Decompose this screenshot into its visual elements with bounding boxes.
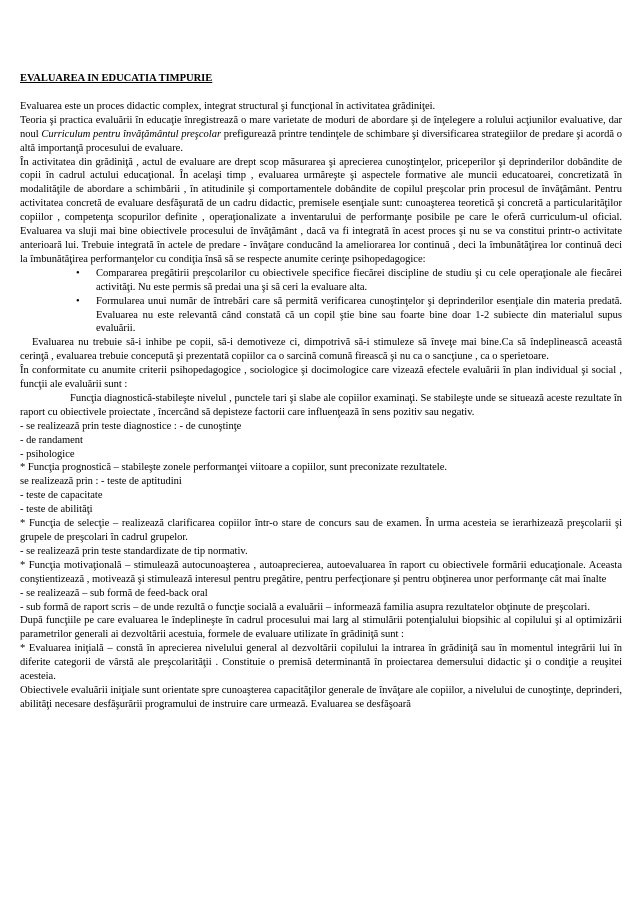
- paragraph-forms: După funcţiile pe care evaluarea le îndeplineşte în cadrul procesului mai larg al stimulării potenţialului biopsihic al copilului şi al optimizării parametrilor generali ai dezvoltării acestuia, formele de evaluare utilizate în grădiniţă sunt :: [20, 615, 622, 641]
- paragraph-activity: În activitatea din grădiniţă , actul de evaluare are drept scop măsurarea şi aprecierea cunoştinţelor, priceperilor şi deprinderilor dobândite de copii în cadrul actului educaţional. În acelaşi timp , evaluarea urmăreşte şi aspectele formative ale muncii educatoarei, concretizată în modalităţile de abordare a schimbării , în atitudinile şi comportamentele dobândite de copilul preşcolar prin procesul de învăţământ. Pentru activitatea concretă de evaluare desfăşurată de un cadru didactic, premisele esenţiale sunt: cunoaşterea teoretică şi concretă a particularităţilor copiilor , competenţa scopurilor definite , operaţionalizate a inventarului de performanţe posibile pe care le oferă curriculum-ul oficial. Evaluarea va sluji mai bine obiectivele procesului de învăţământ , dacă va fi integrată în acest proces şi nu se va constitui printr-o activitate anterioară lui. Trebuie integrată în actele de predare - învăţare conducând la ameliorarea lor continuă , deci la îmbunătăţirea lor continuă deci la îmbunătăţirea performanţelor cu condiţia însă să se respecte anumite cerinţe psihopedagogice:: [20, 156, 622, 265]
- paragraph-motivation: Evaluarea nu trebuie să-i inhibe pe copii, să-i demotiveze ci, dimpotrivă să-i stimuleze să înveţe mai bine.Ca să îndeplinească această cerinţă , evaluarea trebuie concepută şi prezentată copiilor ca o sarcină comună firească şi nu ca o sancţiune , ca o sperietoare.: [20, 337, 622, 363]
- bullet-glyph: •: [76, 295, 80, 307]
- requirements-list: [20, 267, 622, 337]
- document-page: [20, 72, 622, 712]
- line-standardized-tests: - se realizează prin teste standardizate de tip normativ.: [20, 545, 248, 557]
- paragraph-objectives: Obiectivele evaluării iniţiale sunt orientate spre cunoaşterea capacităţilor generale de învăţare ale copiilor, a nivelului de cunoştinţe, deprinderi, abilităţi necesare desfăşurării programului de instruire care urmează. Evaluarea se desfăşoară: [20, 684, 622, 710]
- line-performance: - de randament: [20, 434, 83, 446]
- line-ability-tests: - teste de abilităţi: [20, 504, 93, 516]
- paragraph-theory: [20, 114, 622, 156]
- line-psychological: - psihologice: [20, 448, 75, 460]
- line-capacity-tests: - teste de capacitate: [20, 490, 103, 502]
- paragraph-selection: * Funcţia de selecţie – realizează clarificarea copiilor într-o stare de concurs sau de examen. În urma acesteia se ierarhizează preşcolarii şi grupele de preşcolari în cadrul grupelor.: [20, 518, 622, 543]
- curriculum-title: Curriculum pentru învăţământul preşcolar: [41, 128, 222, 140]
- paragraph-intro: Evaluarea este un proces didactic complex, integrat structural şi funcţional în activitatea grădiniţei.: [20, 100, 436, 112]
- line-feedback: - se realizează – sub formă de feed-back oral: [20, 587, 208, 599]
- list-item-text: Compararea pregătirii preşcolarilor cu obiectivele specifice fiecărei discipline de studiu şi cu cele operaţionale ale fiecărei activităţi. Nu este permis să predai una şi să ceri la evaluare alta.: [96, 267, 622, 293]
- bullet-glyph: •: [76, 267, 80, 279]
- list-item-text: Formularea unui număr de întrebări care să permită verificarea cunoştinţelor şi deprinderilor esenţiale din materia predată. Evaluarea nu este relevantă când constată că un copil ştie bine sau foarte bine doar 1-2 subiecte din materialul supus evaluării.: [96, 295, 622, 335]
- paragraph-motivational: * Funcţia motivaţională – stimulează autocunoaşterea , autoaprecierea, autoevaluarea în raport cu obiectivele formării educaţionale. Aceasta conştientizează , motivează şi stimulează interesul pentru pregătire, pentru perfecţionare şi pentru obţinerea unor performanţe cât mai înalte: [20, 559, 622, 585]
- paragraph-written-report: - sub formă de raport scris – de unde rezultă o funcţie socială a evaluării – informează familia asupra rezultatelor obţinute de preşcolari.: [20, 601, 590, 613]
- paragraph-diagnostic: Funcţia diagnostică-stabileşte nivelul , punctele tari şi slabe ale copiilor examinaţi. Se stabileşte unde se situează aceste rezultate în raport cu obiectivele proiectate , încercând să depisteze factorii care influenţează în sens pozitiv sau negativ.: [20, 392, 622, 418]
- list-item: [76, 267, 622, 295]
- line-diagnostic-tests: - se realizează prin teste diagnostice : - de cunoştinţe: [20, 420, 242, 432]
- line-aptitude-tests: se realizează prin : - teste de aptitudini: [20, 476, 182, 488]
- list-item: [76, 295, 622, 337]
- paragraph-initial-evaluation: * Evaluarea iniţială – constă în aprecierea nivelului general al dezvoltării copilului la intrarea în grădiniţă sau în momentul integrării lui în diferite categorii de vârstă ale preşcolarităţii . Constituie o premisă determinantă în proiectarea demersului didactic şi o condiţie a reuşitei acesteia.: [20, 643, 622, 683]
- paragraph-theory-b: prefigurează printre tendinţele de schimbare şi diversificarea strategiilor de predare şi acordă o altă importanţă procesului de evaluare.: [20, 128, 622, 154]
- paragraph-functions: În conformitate cu anumite criterii psihopedagogice , sociologice şi docimologice care vizează efectele evaluării în plan individual şi social , funcţii ale evaluării sunt :: [20, 365, 622, 391]
- paragraph-theory-a: Teoria şi practica evaluării în educaţie înregistrează o mare varietate de moduri de abordare şi de înţelegere a rolului acţiunilor evaluative, dar noul: [20, 114, 622, 140]
- paragraph-prognostic: * Funcţia prognostică – stabileşte zonele performanţei viitoare a copiilor, sunt preconizate rezultatele.: [20, 462, 447, 474]
- document-title: EVALUAREA IN EDUCATIA TIMPURIE: [20, 73, 213, 84]
